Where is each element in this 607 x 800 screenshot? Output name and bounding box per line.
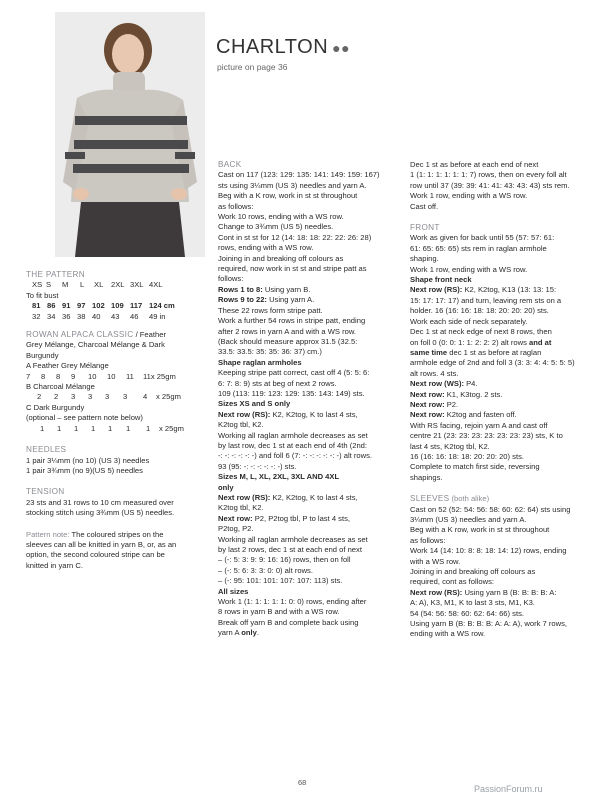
- raglan-heading: Shape raglan armholes: [218, 357, 302, 367]
- pattern-title: [216, 36, 350, 59]
- right-column: Dec 1 st as before at each end of next 1 (1: 1: 1: 1: 1: 1: 7) rows, then on every foll alt row until 37 (39: 39: 41: 41: 43: 43: 43) sts rem. Work 1 row, ending with a WS row. Cast off. FRONT Work as given for back until 55 (57: 57: 61: 61: 65: 65: 65) sts rem in raglan armhole shaping. Work 1 row, ending with a WS row. Shape front neck Next row (RS): K2, K2tog, K13 (13: 13: 15: 15: 17: 17: 17) and turn, leaving rem sts on a holder. 16 (16: 16: 18: 18: 20: 20: 20) sts. Work each side of neck separately. Dec 1 st at neck edge of next 8 rows, then on foll 0 (0: 0: 1: 1: 2: 2: 2) alt rows and at same time dec 1 st as before at raglan armhole edge of 2nd and foll 3 (3: 3: 4: 4: 5: 5: 5) alt rows. 4 sts. Next row (WS): P4. Next row: K1, K3tog. 2 sts. Next row: P2. Next row: K2tog and fasten off. With RS facing, rejoin yarn A and cast off centre 21 (23: 23: 23: 23: 23: 23: 23) sts, K to last 4 sts, K2tog tbl, K2. 16 (16: 16: 18: 18: 20: 20: 20) sts. Complete to match first side, reversing shapings. SLEEVES (both alike) Cast on 52 (52: 54: 56: 58: 60: 62: 64) sts using 3¼mm (US 3) needles and yarn A. Beg with a K row, work in st st throughout as follows: Work 14 (14: 10: 8: 8: 18: 14: 12) rows, ending with a WS row. Joining in and breaking off colours as required, cont as follows: Next row (RS): Using yarn B (B: B: B: B: A: A: A), K3, M1, K to last 3 sts, M1, K3. 54 (54: 56: 58: 60: 62: 64: 66) sts. Using yarn B (B: B: B: B: A: A: A), work 7 rows, ending with a WS row.: [410, 160, 600, 640]
- title-text: CHARLTON: [216, 36, 329, 58]
- rows-1-to-8: Rows 1 to 8: Using yarn B.: [218, 284, 311, 294]
- sizes-m-heading: Sizes M, L, XL, 2XL, 3XL AND 4XL: [218, 472, 340, 482]
- rows-9-to-22: Rows 9 to 22: Using yarn A.: [218, 295, 315, 305]
- all-sizes-heading: All sizes: [218, 586, 249, 596]
- needles-heading: NEEDLES: [26, 445, 67, 455]
- sizes-row: XS S M L XL 2XL 3XL 4XL: [32, 280, 163, 290]
- yarn-b-values: 2 2 3 3 3 3 4 x 25gm: [37, 392, 181, 402]
- page-number: 68: [298, 778, 307, 787]
- bust-cm-row: 81 86 91 97 102 109 117 124 cm: [32, 301, 175, 311]
- pattern-heading: THE PATTERN: [26, 270, 85, 279]
- to-fit-bust-label: To fit bust: [26, 290, 59, 300]
- yarn-colors-line-2: Burgundy: [26, 350, 59, 360]
- pattern-note: Pattern note: The coloured stripes on the: [26, 529, 164, 539]
- subtitle: picture on page 36: [217, 62, 288, 72]
- yarn-c-values: 1 1 1 1 1 1 1 x 25gm: [40, 423, 184, 433]
- front-heading: FRONT: [410, 223, 440, 233]
- yarn-c-label: C Dark Burgundy: [26, 402, 85, 412]
- yarn-colors-line-1: Grey Mélange, Charcoal Mélange & Dark: [26, 340, 165, 350]
- left-column: [26, 270, 211, 571]
- bust-in-row: 32 34 36 38 40 43 46 49 in: [32, 311, 166, 321]
- tension-line-2: stocking stitch using 3¾mm (US 5) needles.: [26, 508, 175, 518]
- difficulty-dots: ●●: [332, 40, 351, 56]
- yarn-heading: ROWAN ALPACA CLASSIC / Feather: [26, 330, 166, 340]
- yarn-a-label: A Feather Grey Mélange: [26, 361, 109, 371]
- watermark: PassionForum.ru: [474, 784, 543, 794]
- needles-line-1: 1 pair 3¼mm (no 10) (US 3) needles: [26, 455, 150, 465]
- yarn-c-note: (optional – see pattern note below): [26, 413, 143, 423]
- pattern-note-line-2: sleeves can all be knitted in yarn B, or, as an: [26, 539, 177, 549]
- sweater-photo: [55, 12, 205, 257]
- yarn-a-values: 7 8 8 9 10 10 11 11x 25gm: [26, 371, 176, 381]
- sizes-xs-s-heading: Sizes XS and S only: [218, 399, 291, 409]
- back-heading: BACK: [218, 160, 242, 169]
- tension-line-1: 23 sts and 31 rows to 10 cm measured over: [26, 497, 174, 507]
- needles-line-2: 1 pair 3¾mm (no 9)(US 5) needles: [26, 465, 143, 475]
- middle-column: BACK Cast on 117 (123: 129: 135: 141: 149: 159: 167) sts using 3¼mm (US 3) needles and yarn A. Beg with a K row, work in st st throughout as follows: Work 10 rows, ending with a WS row. Change to 3¾mm (US 5) needles. Cont in st st for 12 (14: 18: 18: 22: 22: 26: 28) rows, ending with a WS row. Joining in and breaking off colours as required, now work in st st and stripe patt as follows: Rows 1 to 8: Using yarn B. Rows 9 to 22: Using yarn A. These 22 rows form stripe patt. Work a further 54 rows in stripe patt, ending after 2 rows in yarn A and with a WS row. (Back should measure approx 31.5 (32.5: 33.5: 33.5: 35: 35: 36: 37) cm.) Shape raglan armholes Keeping stripe patt correct, cast off 4 (5: 5: 6: 6: 7: 8: 9) sts at beg of next 2 rows. 109 (113: 119: 123: 129: 135: 143: 149) sts. Sizes XS and S only Next row (RS): K2, K2tog, K to last 4 sts, K2tog tbl, K2. Working all raglan armhole decreases as set by last row, dec 1 st at each end of 4th (2nd: -: -: -: -: -: -) and foll 6 (7: -: -: -: -: -: -) alt rows. 93 (95: -: -: -: -: -: -) sts. Sizes M, L, XL, 2XL, 3XL AND 4XL only Next row (RS): K2, K2tog, K to last 4 sts, K2tog tbl, K2. Next row: P2, P2tog tbl, P to last 4 sts, P2tog, P2. Working all raglan armhole decreases as set by last 2 rows, dec 1 st at each end of next – (-: 5: 3: 9: 9: 16: 16) rows, then on foll – (-: 5: 6: 3: 3: 0: 0) alt rows. – (-: 95: 101: 101: 107: 107: 113) sts. All sizes Work 1 (1: 1: 1: 1: 1: 0: 0) rows, ending after 8 rows in yarn B and with a WS row. Break off yarn B and complete back using yarn A only.: [218, 160, 406, 639]
- sleeves-heading: SLEEVES (both alike): [410, 494, 490, 504]
- yarn-b-label: B Charcoal Mélange: [26, 382, 95, 392]
- pattern-note-line-4: knitted in yarn C.: [26, 560, 83, 570]
- pattern-note-line-3: option, the second coloured stripe can be: [26, 550, 165, 560]
- front-neck-heading: Shape front neck: [410, 275, 472, 285]
- tension-heading: TENSION: [26, 487, 65, 497]
- model-illustration: [55, 12, 205, 257]
